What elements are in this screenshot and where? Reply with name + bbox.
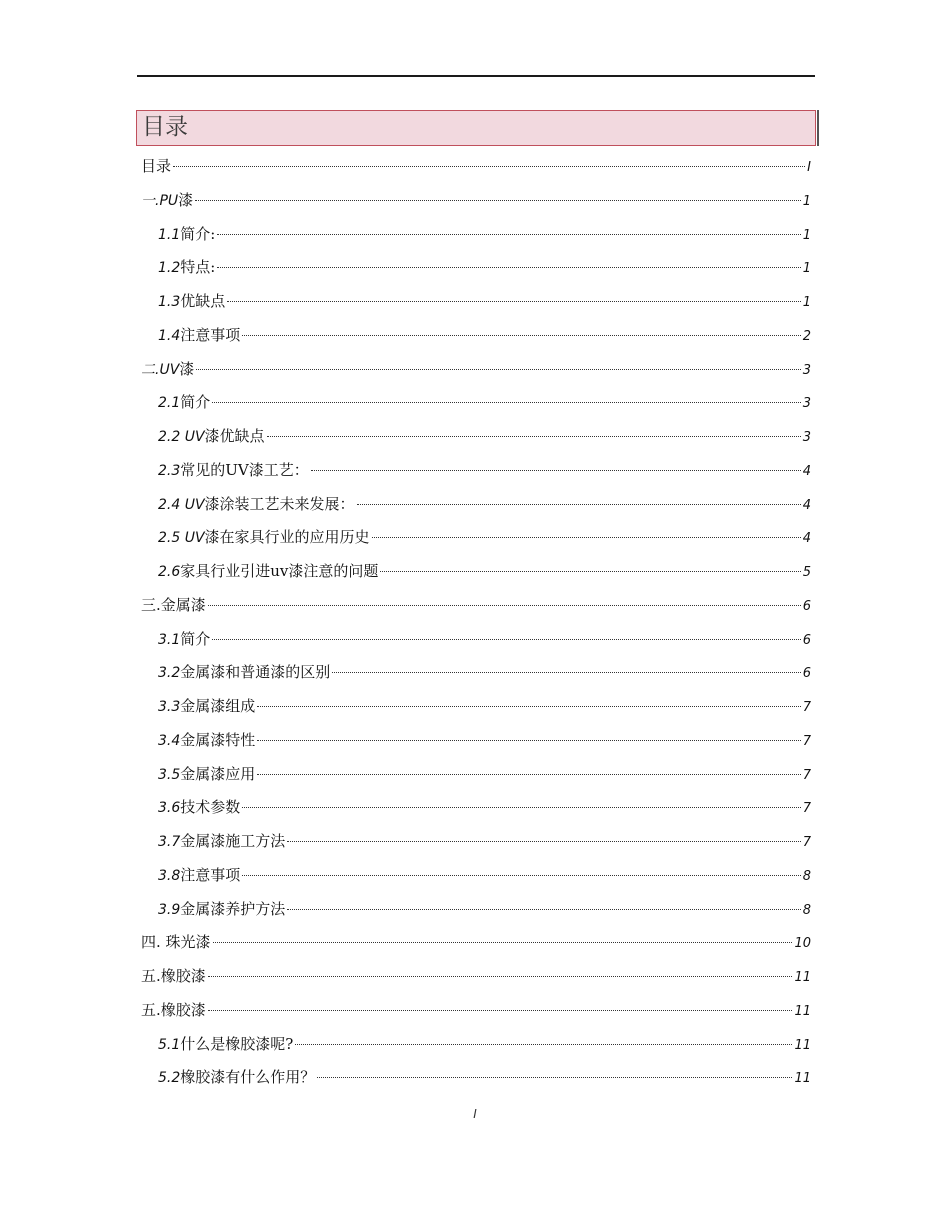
toc-entry[interactable] [141, 525, 811, 559]
toc-entry-title: 金属漆养护方法 [180, 899, 286, 918]
toc-entry-number: 2.5 UV [158, 530, 205, 547]
toc-heading-box [136, 110, 816, 146]
toc-entry-page: 11 [794, 1003, 811, 1019]
toc-entry-title: 漆涂装工艺未来发展： [204, 494, 355, 513]
toc-entry-page: 3 [802, 430, 811, 445]
toc-entry-number: 2.3 [158, 462, 181, 479]
toc-entry-page: 2 [802, 328, 811, 344]
toc-entry-page: 4 [802, 497, 811, 513]
toc-entry[interactable] [141, 289, 811, 323]
dot-leader [287, 909, 800, 910]
toc-entry-page: 3 [802, 362, 811, 378]
toc-entry-title: 简介: [180, 224, 216, 243]
toc-entry-title: 简介 [180, 629, 211, 648]
toc-entry-number: 2.2 UV [158, 429, 205, 445]
toc-entry-title: 四. 珠光漆 [141, 933, 211, 952]
toc-entry[interactable] [141, 762, 811, 796]
toc-entry-number: 3.3 [158, 699, 181, 715]
dot-leader [242, 807, 800, 808]
toc-entry-page: 8 [802, 902, 811, 918]
toc-entry[interactable] [141, 357, 811, 391]
toc-entry-number: 2.6 [158, 564, 181, 580]
dot-leader [295, 1044, 792, 1045]
toc-entry[interactable] [141, 458, 811, 492]
toc-entry-title: 简介 [180, 393, 211, 412]
toc-entry-page: 7 [802, 767, 811, 783]
dot-leader [212, 402, 800, 403]
toc-entry-page: 3 [802, 396, 811, 412]
toc-entry[interactable] [141, 930, 811, 964]
toc-entry[interactable] [141, 694, 811, 728]
dot-leader [242, 335, 800, 336]
toc-entry[interactable] [141, 660, 811, 694]
toc-entry-title: 漆在家具行业的应用历史 [204, 528, 370, 547]
toc-entry-number: 2.1 [158, 395, 181, 412]
dot-leader [212, 639, 800, 640]
toc-entry-number: 3.1 [158, 631, 181, 648]
toc-entry-page: 10 [794, 936, 811, 952]
toc-entry-page: 11 [794, 1071, 811, 1087]
toc-entry[interactable] [141, 593, 811, 627]
toc-entry-title: 注意事项 [180, 325, 241, 344]
toc-entry-page: 5 [802, 565, 811, 580]
toc-entry[interactable] [141, 154, 811, 188]
dot-leader [196, 369, 800, 370]
toc-entry-page: 4 [802, 463, 811, 479]
toc-entry-page: I [807, 160, 811, 175]
dot-leader [217, 267, 800, 268]
toc-entry[interactable] [141, 323, 811, 357]
toc-entry-number: 5.1 [158, 1036, 181, 1053]
dot-leader [317, 1077, 792, 1078]
toc-entry[interactable] [141, 897, 811, 931]
toc-entry[interactable] [141, 559, 811, 593]
toc-entry-title: 金属漆和普通漆的区别 [180, 663, 331, 682]
toc-entry[interactable] [141, 795, 811, 829]
toc-entry-title: 金属漆应用 [180, 764, 256, 783]
dot-leader [311, 470, 801, 471]
toc-entry[interactable] [141, 188, 811, 222]
dot-leader [267, 436, 801, 437]
toc-entry-number: 3.6 [158, 800, 181, 817]
dot-leader [208, 605, 801, 606]
toc-entry-title: 漆 [178, 190, 194, 209]
toc-entry-number: 一.PU [141, 192, 179, 209]
toc-entry[interactable] [141, 424, 811, 458]
dot-leader [227, 301, 800, 302]
toc-entry[interactable] [141, 728, 811, 762]
toc-entry-number: 5.2 [158, 1070, 181, 1087]
toc-entry-title: 注意事项 [180, 865, 241, 884]
toc-entry-page: 11 [794, 1037, 811, 1053]
toc-entry-title: 金属漆施工方法 [180, 832, 286, 850]
dot-leader [332, 672, 800, 673]
toc-entry-page: 1 [802, 295, 811, 310]
toc-entry-page: 6 [802, 632, 811, 648]
toc-entry-title: 家具行业引进uv漆注意的问题 [180, 562, 379, 580]
toc-entry[interactable] [141, 863, 811, 897]
toc-entry-title: 常见的UV漆工艺： [180, 460, 309, 479]
toc-entry-title: 金属漆特性 [180, 730, 256, 749]
toc-entry-page: 8 [802, 868, 811, 884]
toc-entry-number: 3.4 [158, 732, 181, 749]
toc-entry-number: 二.UV [141, 361, 180, 378]
toc-entry-number: 3.8 [158, 867, 181, 884]
toc-entry[interactable] [141, 829, 811, 863]
toc-entry-title: 特点: [180, 258, 216, 277]
toc-entry[interactable] [141, 222, 811, 256]
toc-entry-title: 金属漆组成 [180, 697, 256, 715]
dot-leader [208, 1010, 793, 1011]
toc-entry[interactable] [141, 1065, 811, 1099]
toc-entry-page: 6 [802, 598, 811, 614]
toc-entry-number: 3.7 [158, 834, 181, 850]
toc-entry[interactable] [141, 627, 811, 661]
toc-entry-title: 五.橡胶漆 [141, 1000, 206, 1019]
toc-entry-number: 3.9 [158, 901, 181, 918]
toc-entry-page: 1 [802, 261, 811, 277]
toc-entry[interactable] [141, 390, 811, 424]
header-rule [137, 75, 815, 77]
toc-entry-page: 7 [802, 801, 811, 817]
toc-entry-page: 7 [802, 733, 811, 749]
dot-leader [257, 774, 800, 775]
toc-entry-page: 1 [802, 193, 811, 209]
dot-leader [257, 706, 800, 707]
toc-heading: 目录 [142, 114, 188, 140]
toc-entry-title: 漆优缺点 [204, 427, 265, 445]
toc-entry-number: 3.2 [158, 665, 181, 682]
toc-entry-page: 7 [802, 700, 811, 715]
page-number: I [473, 1107, 477, 1121]
dot-leader [173, 166, 805, 167]
toc-entry[interactable] [141, 1032, 811, 1066]
toc-entry-page: 7 [802, 835, 811, 850]
toc-entry-number: 1.4 [158, 327, 181, 344]
toc-entry-number: 1.2 [158, 260, 181, 277]
dot-leader [213, 942, 793, 943]
toc-entry-number: 2.4 UV [158, 496, 205, 513]
toc-entry[interactable] [141, 492, 811, 526]
toc-entry-number: 3.5 [158, 766, 181, 783]
dot-leader [372, 537, 801, 538]
toc-entry-page: 11 [794, 970, 811, 985]
dot-leader [287, 841, 800, 842]
toc-entry-title: 优缺点 [180, 292, 226, 310]
dot-leader [195, 200, 801, 201]
toc-entry-title: 五.橡胶漆 [141, 967, 206, 985]
toc-entry[interactable] [141, 255, 811, 289]
dot-leader [380, 571, 800, 572]
toc-entry[interactable] [141, 964, 811, 998]
toc-entry-number: 1.1 [158, 226, 181, 243]
toc-entry-title: 目录 [141, 157, 172, 175]
toc-entry-number: 1.3 [158, 294, 181, 310]
toc-entry[interactable] [141, 998, 811, 1032]
dot-leader [257, 740, 800, 741]
toc-entry-page: 4 [802, 531, 811, 547]
toc-entry-title: 橡胶漆有什么作用？ [180, 1068, 316, 1087]
dot-leader [208, 976, 793, 977]
toc-entry-title: 漆 [179, 359, 195, 378]
toc-entry-page: 1 [802, 227, 811, 243]
dot-leader [357, 504, 801, 505]
toc-list [141, 154, 811, 1099]
dot-leader [217, 234, 800, 235]
toc-entry-title: 什么是橡胶漆呢? [180, 1034, 294, 1053]
dot-leader [242, 875, 800, 876]
toc-entry-title: 三.金属漆 [141, 595, 206, 614]
toc-entry-page: 6 [802, 666, 811, 682]
toc-entry-title: 技术参数 [180, 798, 241, 817]
